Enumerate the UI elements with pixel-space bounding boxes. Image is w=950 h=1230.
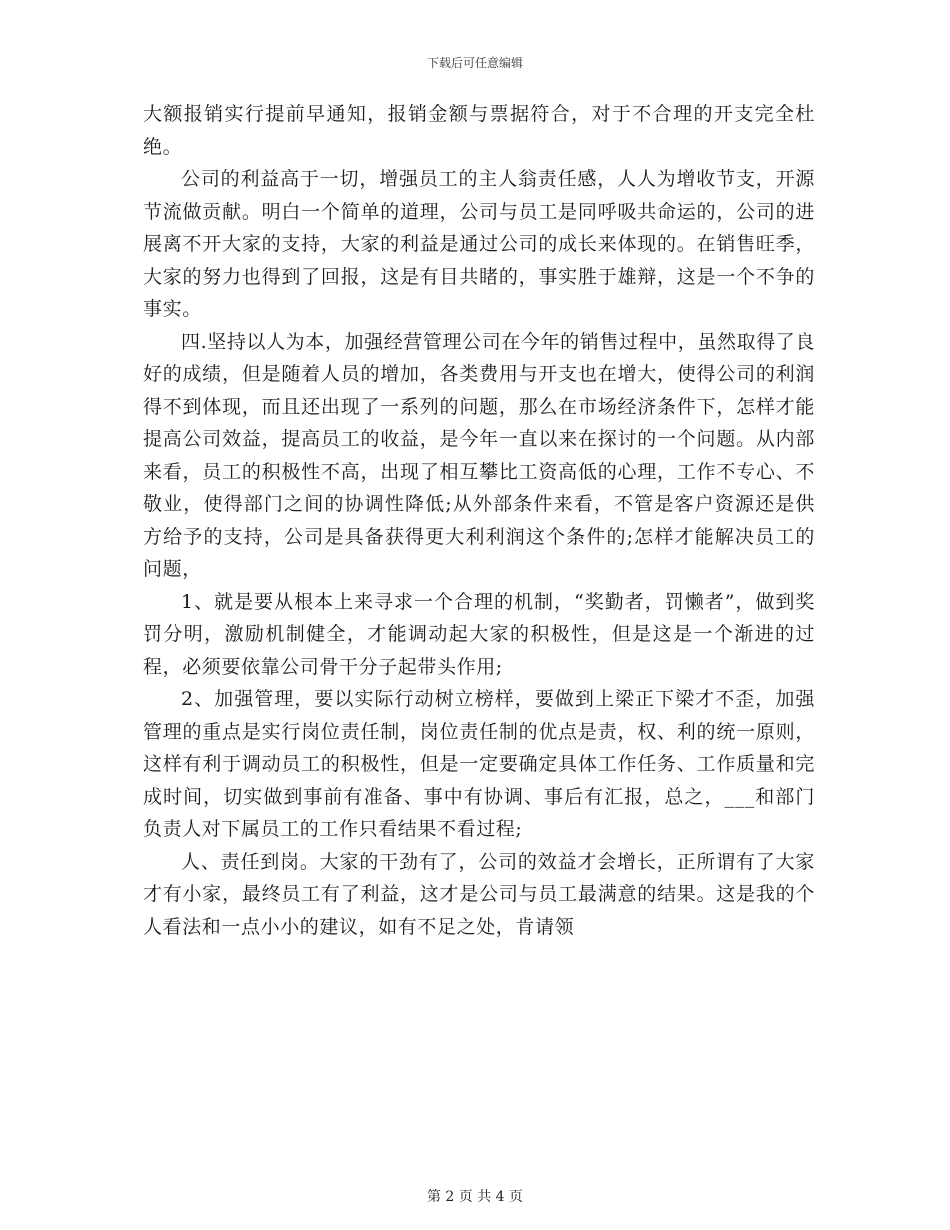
paragraph-continuation: 大额报销实行提前早通知，报销金额与票据符合，对于不合理的开支完全杜绝。 bbox=[143, 103, 815, 158]
document-body bbox=[143, 98, 815, 943]
paragraph-company-interest: 公司的利益高于一切，增强员工的主人翁责任感，人人为增收节支，开源节流做贡献。明白一个简单的道理，公司与员工是同呼吸共命运的，公司的进展离不开大家的支持，大家的利益是通过公司的成长来体现的。在销售旺季，大家的努力也得到了回报，这是有目共睹的，事实胜于雄辩，这是一个不争的事实。 bbox=[143, 168, 815, 320]
page-number: 第 2 页 共 4 页 bbox=[426, 1189, 524, 1205]
paragraph-item-2: 2、加强管理，要以实际行动树立榜样，要做到上梁正下梁才不歪，加强管理的重点是实行岗位责任制，岗位责任制的优点是责，权、利的统一原则，这样有利于调动员工的积极性，但是一定要确定具体工作任务、工作质量和完成时间，切实做到事前有准备、事中有协调、事后有汇报，总之，___和部门负责人对下属员工的工作只看结果不看过程; bbox=[143, 688, 815, 840]
paragraph-conclusion: 人、责任到岗。大家的干劲有了，公司的效益才会增长，正所谓有了大家才有小家，最终员工有了利益，这才是公司与员工最满意的结果。这是我的个人看法和一点小小的建议，如有不足之处，肯请领 bbox=[143, 850, 815, 938]
paragraph-people-oriented: 四.坚持以人为本，加强经营管理公司在今年的销售过程中，虽然取得了良好的成绩，但是随着人员的增加，各类费用与开支也在增大，使得公司的利润得不到体现，而且还出现了一系列的问题，那么在市场经济条件下，怎样才能提高公司效益，提高员工的收益，是今年一直以来在探讨的一个问题。从内部来看，员工的积极性不高，出现了相互攀比工资高低的心理，工作不专心、不敬业，使得部门之间的协调性降低;从外部条件来看，不管是客户资源还是供方给予的支持，公司是具备获得更大利利润这个条件的;怎样才能解决员工的问题， bbox=[143, 330, 815, 580]
paragraph-item-1: 1、就是要从根本上来寻求一个合理的机制，“奖勤者，罚懒者”，做到奖罚分明，激励机制健全，才能调动起大家的积极性，但是这是一个渐进的过程，必须要依靠公司骨干分子起带头作用; bbox=[143, 590, 815, 678]
page-header-note: 下载后可任意编辑 bbox=[426, 56, 523, 70]
